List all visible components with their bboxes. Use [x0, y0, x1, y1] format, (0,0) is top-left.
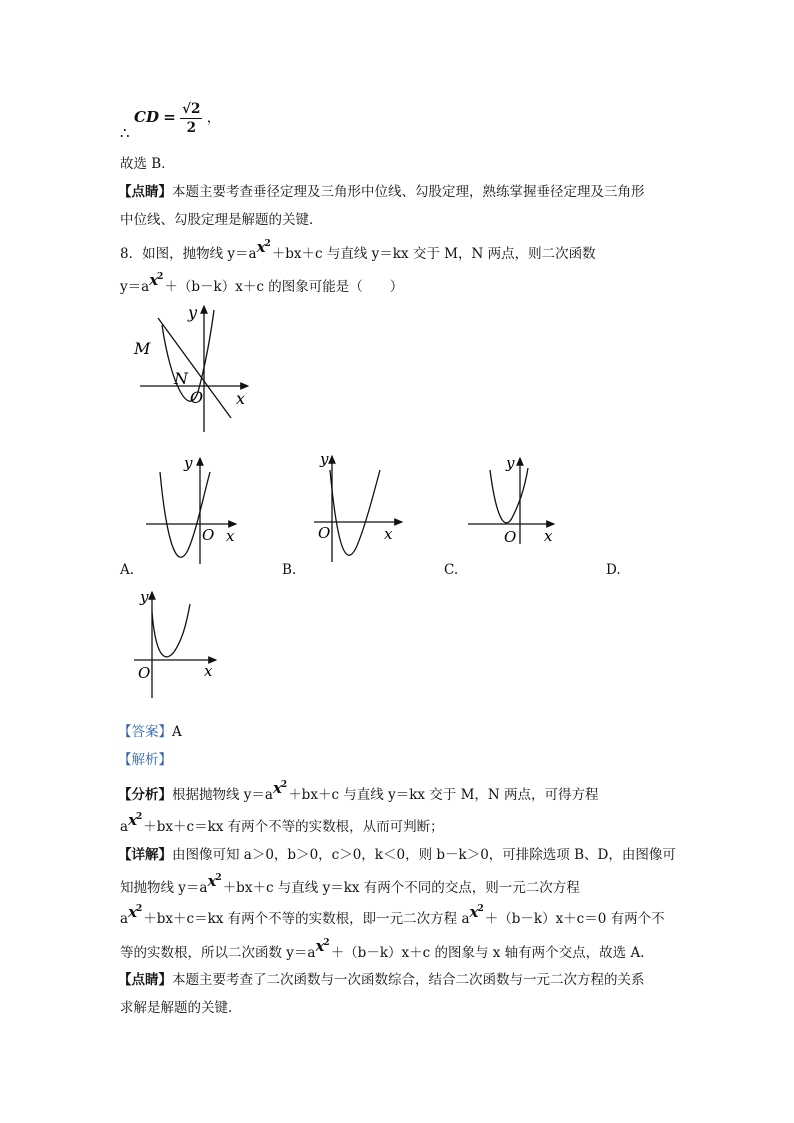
analysis-tag: 【解析】 — [118, 752, 172, 768]
cd-equation — [134, 100, 220, 137]
option-d-graph — [128, 586, 228, 701]
svg-text:x: x — [384, 525, 393, 543]
option-b-label[interactable]: B. — [282, 562, 297, 578]
question-line-1: 8．如图，抛物线 $y=ax^2+bx+c$ 与直线 y＝kx 交于 M，N 两点，则二次函数 — [120, 238, 596, 262]
xiangjie-line-2: 知抛物线 $y=ax^2+bx+c$ 与直线 y＝kx 有两个不同的交点，则一元二次方程 — [120, 872, 580, 896]
comma: ， — [206, 110, 221, 126]
question-number: 8． — [120, 246, 143, 262]
svg-text:y: y — [184, 454, 193, 472]
eq-sign: = — [163, 108, 176, 126]
dianjing-line-2: 求解是解题的关键． — [120, 1000, 242, 1016]
option-c-label[interactable]: C. — [444, 562, 459, 578]
svg-text:y: y — [506, 454, 515, 472]
dianjing-line-1: 【点睛】本题主要考查了二次函数与一次函数综合，结合二次函数与一元二次方程的关系 — [118, 972, 645, 988]
option-b-graph — [306, 450, 416, 565]
therefore-symbol: ∴ — [120, 124, 130, 142]
svg-text:O: O — [504, 528, 517, 546]
option-a-graph — [140, 452, 250, 567]
xiangjie-line-3: $ax^2+bx+c=kx$ 有两个不等的实数根，即一元二次方程 $ax^2+(b-k)x+c=0$ 有两个不 — [120, 903, 665, 927]
question-text-1a: 如图，抛物线 y＝a — [142, 246, 257, 262]
label-x: x — [236, 389, 246, 408]
xiangjie-line-4: 等的实数根，所以二次函数 $y=ax^2+(b-k)x+c$ 的图象与 x 轴有两个交点，故选 A． — [120, 937, 654, 961]
fraction — [180, 100, 202, 137]
label-n: N — [174, 369, 188, 388]
xiangjie-line-1: 【详解】由图像可知 a＞0，b＞0，c＞0，k＜0，则 b－k＞0，可排除选项 B、D，由图像可 — [118, 847, 676, 863]
question-line-2: $y=ax^2+(b-k)x+c$ 的图象可能是（ ） — [120, 271, 404, 295]
fenxi-line-1: 【分析】根据抛物线 $y=ax^2+bx+c$ 与直线 y＝kx 交于 M，N 两点，可得方程 — [118, 779, 599, 803]
comment-tag: 【点睛】 — [118, 184, 172, 200]
answer-tag: 【答案】 — [118, 724, 172, 740]
svg-text:y: y — [320, 450, 329, 468]
svg-text:x: x — [226, 527, 235, 545]
option-c-graph — [462, 452, 572, 547]
svg-text:O: O — [138, 664, 151, 682]
question-text-1b: ＋bx＋c 与直线 y＝kx 交于 M，N 两点，则二次函数 — [271, 246, 596, 262]
comment-line-1 — [118, 180, 645, 200]
choose-line: 故选 B． — [120, 156, 175, 172]
answer-line — [118, 720, 182, 740]
main-figure — [128, 300, 258, 440]
svg-text:O: O — [318, 524, 331, 542]
svg-text:x: x — [544, 527, 553, 545]
comment-text-1: 本题主要考查垂径定理及三角形中位线、勾股定理，熟练掌握垂径定理及三角形 — [172, 184, 645, 200]
svg-text:x: x — [204, 662, 213, 680]
comment-line-2: 中位线、勾股定理是解题的关键． — [120, 212, 323, 228]
svg-text:y: y — [140, 588, 149, 606]
option-d-label[interactable]: D. — [606, 562, 621, 578]
option-a-label[interactable]: A. — [120, 562, 135, 578]
fraction-denominator: 2 — [186, 120, 196, 136]
cd-lhs: CD — [134, 108, 159, 126]
svg-text:O: O — [202, 526, 215, 544]
answer-value: A — [172, 724, 182, 740]
label-y: y — [188, 303, 198, 322]
parabola — [162, 310, 214, 401]
fraction-numerator: √2 — [182, 101, 201, 117]
fenxi-line-2: $ax^2+bx+c=kx$ 有两个不等的实数根，从而可判断； — [120, 811, 444, 835]
label-m: M — [134, 339, 151, 358]
label-o: O — [190, 388, 204, 407]
